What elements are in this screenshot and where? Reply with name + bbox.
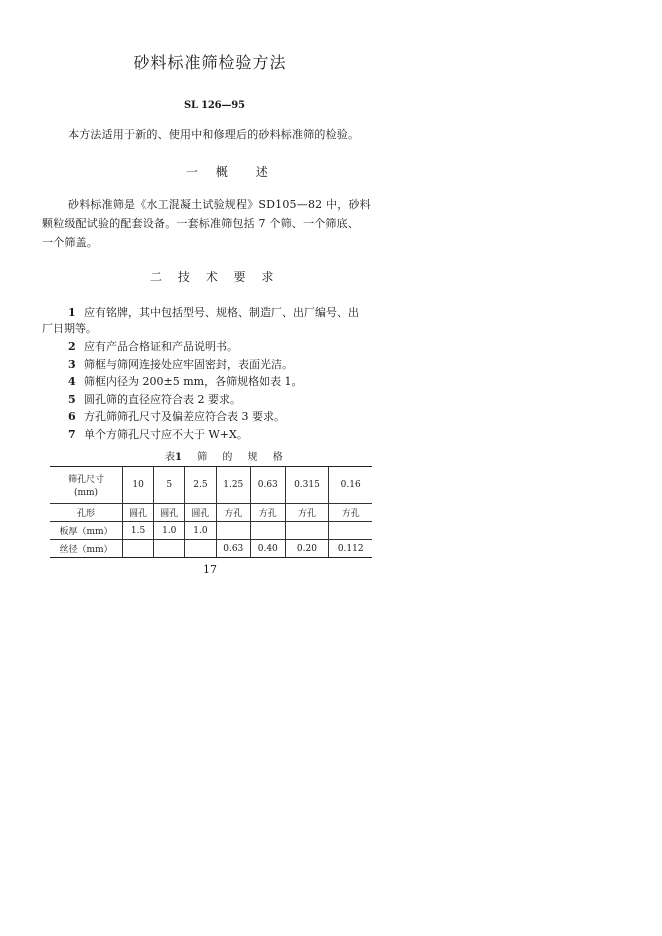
- table-cell: 0.63: [216, 540, 251, 558]
- table-cell: [185, 540, 216, 558]
- table1-caption-word: 筛: [197, 452, 208, 463]
- table-header-row: [50, 467, 372, 504]
- table1-caption: [165, 448, 283, 463]
- section2-heading-char: 二: [150, 270, 163, 284]
- table1-caption-prefix: 表: [165, 452, 175, 463]
- table-header-label: [50, 467, 123, 504]
- intro-paragraph: 本方法适用于新的、使用中和修理后的砂料标准筛的检验。: [68, 128, 360, 141]
- header-line: 筛孔尺寸: [67, 475, 104, 485]
- table-cell: 圆孔: [123, 504, 154, 522]
- requirement-text: 筛框内径为 200±5 mm，各筛规格如表 1。: [84, 375, 303, 388]
- requirement-number: 4: [68, 375, 76, 388]
- table1-caption-number: 1: [175, 452, 182, 463]
- standard-code: SL 126—95: [184, 100, 245, 111]
- requirement-number: 2: [68, 340, 76, 353]
- section2-heading-char: 求: [261, 270, 274, 284]
- requirement-number: 6: [68, 410, 76, 423]
- header-unit: (mm): [73, 488, 99, 498]
- requirement-text: 应有产品合格证和产品说明书。: [84, 340, 238, 353]
- table-cell: 1.0: [185, 522, 216, 540]
- requirement-item-6: [68, 409, 285, 425]
- size-cell: 10: [123, 467, 154, 504]
- requirement-number: 7: [68, 428, 76, 441]
- page-number: 17: [203, 563, 217, 576]
- section1-para-line2: 颗粒级配试验的配套设备。一套标准筛包括 7 个筛、一个筛底、: [42, 217, 359, 230]
- requirement-number: 3: [68, 358, 76, 371]
- table-cell: 方孔: [329, 504, 372, 522]
- size-cell: 5: [154, 467, 185, 504]
- table1-caption-word: 格: [272, 452, 283, 463]
- table-cell: 方孔: [285, 504, 329, 522]
- table-cell: [123, 540, 154, 558]
- table-cell: 0.40: [251, 540, 286, 558]
- table-cell: [251, 522, 286, 540]
- table-cell: 方孔: [251, 504, 286, 522]
- table-cell: [216, 522, 251, 540]
- section2-heading-char: 术: [205, 270, 218, 284]
- table-row: [50, 504, 372, 522]
- requirement-text: 应有铭牌，其中包括型号、规格、制造厂、出厂编号、出: [84, 306, 359, 319]
- requirement-text: 单个方筛孔尺寸应不大于 W+X。: [84, 428, 248, 441]
- requirement-item-4: [68, 374, 303, 390]
- section1-para-line1: 砂料标准筛是《水工混凝土试验规程》SD105—82 中，砂料: [68, 198, 371, 211]
- requirement-text: 厂日期等。: [42, 322, 97, 335]
- section2-heading-char: 要: [233, 270, 246, 284]
- section2-heading-char: 技: [177, 270, 190, 284]
- section1-number: 一: [186, 165, 199, 179]
- requirement-item-7: [68, 427, 248, 443]
- requirement-item-1-continued: [42, 321, 97, 337]
- sieve-spec-table: [50, 466, 372, 558]
- table-row: [50, 522, 372, 540]
- requirement-item-1: [68, 305, 359, 321]
- requirement-item-2: [68, 339, 238, 355]
- table1-caption-word: 规: [247, 452, 258, 463]
- requirement-text: 方孔筛筛孔尺寸及偏差应符合表 3 要求。: [84, 410, 285, 423]
- requirement-number: 5: [68, 393, 76, 406]
- table-cell: [285, 522, 329, 540]
- requirement-text: 圆孔筛的直径应符合表 2 要求。: [84, 393, 241, 406]
- section1-word-b: 述: [255, 165, 268, 179]
- section1-word-a: 概: [215, 165, 228, 179]
- row-label: 丝径（mm）: [50, 540, 123, 558]
- section1-heading: [186, 163, 268, 180]
- section2-heading: [150, 268, 273, 285]
- table-cell: 圆孔: [154, 504, 185, 522]
- table-cell: 方孔: [216, 504, 251, 522]
- table-cell: 0.112: [329, 540, 372, 558]
- table-row: [50, 540, 372, 558]
- requirement-item-5: [68, 392, 241, 408]
- table-cell: 0.20: [285, 540, 329, 558]
- table-cell: [154, 540, 185, 558]
- document-title: 砂料标准筛检验方法: [133, 53, 287, 72]
- table-cell: 圆孔: [185, 504, 216, 522]
- requirement-text: 筛框与筛网连接处应牢固密封，表面光洁。: [84, 358, 293, 371]
- size-cell: 0.16: [329, 467, 372, 504]
- table-cell: [329, 522, 372, 540]
- size-cell: 1.25: [216, 467, 251, 504]
- requirement-item-3: [68, 357, 293, 373]
- table-cell: 1.5: [123, 522, 154, 540]
- size-cell: 0.315: [285, 467, 329, 504]
- size-cell: 2.5: [185, 467, 216, 504]
- size-cell: 0.63: [251, 467, 286, 504]
- table-cell: 1.0: [154, 522, 185, 540]
- table1-caption-word: 的: [222, 452, 233, 463]
- requirement-number: 1: [68, 306, 76, 319]
- row-label: 板厚（mm）: [50, 522, 123, 540]
- row-label: 孔形: [50, 504, 123, 522]
- section1-para-line3: 一个筛盖。: [42, 236, 98, 249]
